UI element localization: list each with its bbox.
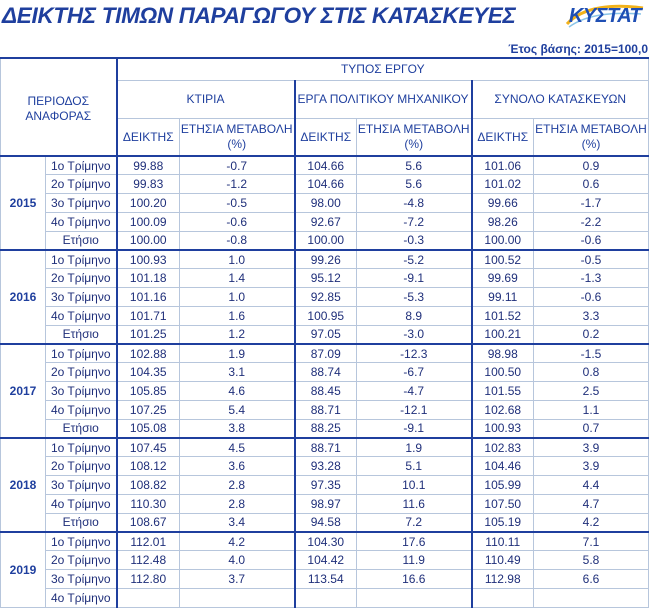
annual-change-value: -12.1 — [357, 400, 472, 419]
annual-change-value: 5.6 — [357, 156, 472, 175]
annual-change-value: 2.8 — [180, 476, 295, 495]
index-value: 104.30 — [295, 532, 357, 551]
index-value: 100.50 — [472, 363, 534, 382]
period-label: 4ο Τρίμηνο — [46, 306, 117, 325]
index-value: 101.71 — [117, 306, 180, 325]
index-value: 108.12 — [117, 457, 180, 476]
group-header-civil-engineering: ΕΡΓΑ ΠΟΛΙΤΙΚΟΥ ΜΗΧΑΝΙΚΟΥ — [295, 80, 472, 118]
index-value: 104.35 — [117, 363, 180, 382]
index-value: 101.18 — [117, 269, 180, 288]
period-label: Ετήσιο — [46, 325, 117, 344]
period-label: 4ο Τρίμηνο — [46, 212, 117, 231]
annual-change-value: -0.6 — [180, 212, 295, 231]
index-value: 105.08 — [117, 419, 180, 438]
annual-change-value: 0.9 — [534, 156, 649, 175]
index-value: 88.25 — [295, 419, 357, 438]
index-value: 101.16 — [117, 288, 180, 307]
table-row — [1, 363, 649, 382]
annual-change-value: -0.7 — [180, 156, 295, 175]
annual-change-value: 4.4 — [534, 476, 649, 495]
index-value: 100.93 — [117, 250, 180, 269]
annual-change-value: 4.2 — [180, 532, 295, 551]
period-label: 4ο Τρίμηνο — [46, 588, 117, 607]
annual-change-value: 5.4 — [180, 400, 295, 419]
year-label: 2016 — [1, 250, 46, 344]
period-label: 2ο Τρίμηνο — [46, 551, 117, 570]
table-row — [1, 250, 649, 269]
annual-change-value: 2.5 — [534, 382, 649, 401]
table-row — [1, 513, 649, 532]
cystat-logo — [563, 2, 647, 30]
col-header-index: ΔΕΙΚΤΗΣ — [117, 118, 180, 156]
index-value: 104.42 — [295, 551, 357, 570]
index-value: 110.30 — [117, 494, 180, 513]
period-label: 1ο Τρίμηνο — [46, 344, 117, 363]
table-row — [1, 212, 649, 231]
annual-change-value: -9.1 — [357, 419, 472, 438]
annual-change-value: 1.9 — [357, 438, 472, 457]
table-row — [1, 551, 649, 570]
table-row — [1, 400, 649, 419]
period-label: 1ο Τρίμηνο — [46, 156, 117, 175]
period-header: ΠΕΡΙΟΔΟΣ ΑΝΑΦΟΡΑΣ — [1, 58, 117, 156]
index-value: 98.00 — [295, 194, 357, 213]
index-value: 100.00 — [117, 231, 180, 250]
period-label: Ετήσιο — [46, 231, 117, 250]
annual-change-value: 4.5 — [180, 438, 295, 457]
annual-change-value: -1.2 — [180, 175, 295, 194]
index-value: 99.83 — [117, 175, 180, 194]
index-value: 88.71 — [295, 438, 357, 457]
year-label: 2017 — [1, 344, 46, 438]
col-header-annual-change: ΕΤΗΣΙΑ ΜΕΤΑΒΟΛΗ (%) — [180, 118, 295, 156]
index-value: 101.06 — [472, 156, 534, 175]
annual-change-value: 0.8 — [534, 363, 649, 382]
annual-change-value: 4.6 — [180, 382, 295, 401]
index-value: 100.00 — [295, 231, 357, 250]
annual-change-value: 1.2 — [180, 325, 295, 344]
index-value: 99.66 — [472, 194, 534, 213]
annual-change-value — [357, 588, 472, 607]
index-value: 105.99 — [472, 476, 534, 495]
annual-change-value: -7.2 — [357, 212, 472, 231]
index-value: 108.67 — [117, 513, 180, 532]
period-label: 1ο Τρίμηνο — [46, 438, 117, 457]
index-value: 101.02 — [472, 175, 534, 194]
annual-change-value: 7.2 — [357, 513, 472, 532]
annual-change-value: 6.6 — [534, 570, 649, 589]
index-value: 104.66 — [295, 156, 357, 175]
annual-change-value: -5.2 — [357, 250, 472, 269]
annual-change-value: 1.4 — [180, 269, 295, 288]
index-value: 113.54 — [295, 570, 357, 589]
table-row — [1, 231, 649, 250]
group-header-total-construction: ΣΥΝΟΛΟ ΚΑΤΑΣΚΕΥΩΝ — [472, 80, 649, 118]
index-value: 99.88 — [117, 156, 180, 175]
annual-change-value: 11.6 — [357, 494, 472, 513]
page-title: ΔΕΙΚΤΗΣ ΤΙΜΩΝ ΠΑΡΑΓΩΓΟΥ ΣΤΙΣ ΚΑΤΑΣΚΕΥΕΣ — [2, 3, 516, 28]
annual-change-value: 7.1 — [534, 532, 649, 551]
year-label: 2018 — [1, 438, 46, 532]
table-row — [1, 419, 649, 438]
year-label: 2019 — [1, 532, 46, 607]
annual-change-value: 16.6 — [357, 570, 472, 589]
annual-change-value: 2.8 — [180, 494, 295, 513]
table-row — [1, 494, 649, 513]
index-value: 100.00 — [472, 231, 534, 250]
period-label: 2ο Τρίμηνο — [46, 363, 117, 382]
annual-change-value: 3.9 — [534, 457, 649, 476]
index-value: 98.26 — [472, 212, 534, 231]
annual-change-value: 10.1 — [357, 476, 472, 495]
annual-change-value: 17.6 — [357, 532, 472, 551]
annual-change-value: 5.8 — [534, 551, 649, 570]
annual-change-value: -12.3 — [357, 344, 472, 363]
index-value: 107.25 — [117, 400, 180, 419]
index-value: 100.93 — [472, 419, 534, 438]
index-value: 100.95 — [295, 306, 357, 325]
table-row — [1, 438, 649, 457]
index-value: 110.49 — [472, 551, 534, 570]
index-value: 102.68 — [472, 400, 534, 419]
index-value: 97.05 — [295, 325, 357, 344]
annual-change-value: 3.8 — [180, 419, 295, 438]
period-label: 2ο Τρίμηνο — [46, 269, 117, 288]
col-header-index: ΔΕΙΚΤΗΣ — [295, 118, 357, 156]
index-value: 99.11 — [472, 288, 534, 307]
index-value: 87.09 — [295, 344, 357, 363]
annual-change-value: -9.1 — [357, 269, 472, 288]
col-header-index: ΔΕΙΚΤΗΣ — [472, 118, 534, 156]
annual-change-value: 4.0 — [180, 551, 295, 570]
annual-change-value: -2.2 — [534, 212, 649, 231]
index-value: 100.21 — [472, 325, 534, 344]
index-value: 101.25 — [117, 325, 180, 344]
col-header-annual-change: ΕΤΗΣΙΑ ΜΕΤΑΒΟΛΗ (%) — [534, 118, 649, 156]
index-value: 92.85 — [295, 288, 357, 307]
annual-change-value: 1.9 — [180, 344, 295, 363]
index-value: 99.26 — [295, 250, 357, 269]
annual-change-value — [534, 588, 649, 607]
logo-text: ΚΥΣΤΑΤ — [568, 5, 642, 27]
index-value: 104.46 — [472, 457, 534, 476]
group-header-buildings: ΚΤΙΡΙΑ — [117, 80, 295, 118]
annual-change-value: 3.3 — [534, 306, 649, 325]
annual-change-value: -4.7 — [357, 382, 472, 401]
table-row — [1, 570, 649, 589]
period-label: 1ο Τρίμηνο — [46, 250, 117, 269]
annual-change-value: -1.7 — [534, 194, 649, 213]
index-value: 112.01 — [117, 532, 180, 551]
annual-change-value: 3.6 — [180, 457, 295, 476]
period-label: Ετήσιο — [46, 513, 117, 532]
table-row — [1, 175, 649, 194]
table-row — [1, 532, 649, 551]
annual-change-value: 3.4 — [180, 513, 295, 532]
index-value: 100.52 — [472, 250, 534, 269]
index-value: 93.28 — [295, 457, 357, 476]
period-label: 2ο Τρίμηνο — [46, 457, 117, 476]
annual-change-value: -6.7 — [357, 363, 472, 382]
index-value: 99.69 — [472, 269, 534, 288]
annual-change-value: 1.0 — [180, 288, 295, 307]
annual-change-value: 8.9 — [357, 306, 472, 325]
table-row — [1, 156, 649, 175]
work-type-header: ΤΥΠΟΣ ΕΡΓΟΥ — [117, 58, 649, 80]
price-index-table — [0, 57, 649, 608]
period-label: Ετήσιο — [46, 419, 117, 438]
index-value: 88.74 — [295, 363, 357, 382]
annual-change-value: 3.1 — [180, 363, 295, 382]
index-value: 100.09 — [117, 212, 180, 231]
index-value: 107.50 — [472, 494, 534, 513]
table-row — [1, 306, 649, 325]
annual-change-value: 11.9 — [357, 551, 472, 570]
annual-change-value: -3.0 — [357, 325, 472, 344]
index-value: 110.11 — [472, 532, 534, 551]
period-label: 3ο Τρίμηνο — [46, 194, 117, 213]
period-label: 3ο Τρίμηνο — [46, 570, 117, 589]
annual-change-value: 1.1 — [534, 400, 649, 419]
index-value: 105.85 — [117, 382, 180, 401]
index-value: 101.52 — [472, 306, 534, 325]
index-value: 88.45 — [295, 382, 357, 401]
annual-change-value: 4.2 — [534, 513, 649, 532]
index-value: 107.45 — [117, 438, 180, 457]
index-value — [472, 588, 534, 607]
index-value: 101.55 — [472, 382, 534, 401]
table-row — [1, 344, 649, 363]
index-value: 95.12 — [295, 269, 357, 288]
index-value: 94.58 — [295, 513, 357, 532]
period-label: 3ο Τρίμηνο — [46, 288, 117, 307]
index-value: 98.98 — [472, 344, 534, 363]
table-row — [1, 269, 649, 288]
index-value — [295, 588, 357, 607]
annual-change-value: -5.3 — [357, 288, 472, 307]
period-label: 1ο Τρίμηνο — [46, 532, 117, 551]
annual-change-value: -4.8 — [357, 194, 472, 213]
annual-change-value: 1.0 — [180, 250, 295, 269]
annual-change-value: 5.6 — [357, 175, 472, 194]
annual-change-value: 5.1 — [357, 457, 472, 476]
table-row — [1, 194, 649, 213]
table-row — [1, 457, 649, 476]
table-row — [1, 288, 649, 307]
table-row — [1, 382, 649, 401]
annual-change-value: 0.6 — [534, 175, 649, 194]
annual-change-value: -1.5 — [534, 344, 649, 363]
index-value — [117, 588, 180, 607]
period-label: 3ο Τρίμηνο — [46, 476, 117, 495]
index-value: 98.97 — [295, 494, 357, 513]
annual-change-value: 3.7 — [180, 570, 295, 589]
year-label: 2015 — [1, 156, 46, 250]
index-value: 100.20 — [117, 194, 180, 213]
annual-change-value: -0.3 — [357, 231, 472, 250]
table-row — [1, 476, 649, 495]
annual-change-value: 3.9 — [534, 438, 649, 457]
annual-change-value: -0.5 — [180, 194, 295, 213]
index-value: 108.82 — [117, 476, 180, 495]
index-value: 112.80 — [117, 570, 180, 589]
index-value: 102.83 — [472, 438, 534, 457]
period-label: 4ο Τρίμηνο — [46, 494, 117, 513]
period-label: 4ο Τρίμηνο — [46, 400, 117, 419]
index-value: 92.67 — [295, 212, 357, 231]
col-header-annual-change: ΕΤΗΣΙΑ ΜΕΤΑΒΟΛΗ (%) — [357, 118, 472, 156]
annual-change-value: -0.8 — [180, 231, 295, 250]
annual-change-value: -0.5 — [534, 250, 649, 269]
period-label: 2ο Τρίμηνο — [46, 175, 117, 194]
annual-change-value: 0.7 — [534, 419, 649, 438]
annual-change-value — [180, 588, 295, 607]
index-value: 88.71 — [295, 400, 357, 419]
annual-change-value: 0.2 — [534, 325, 649, 344]
index-value: 104.66 — [295, 175, 357, 194]
index-value: 112.98 — [472, 570, 534, 589]
index-value: 97.35 — [295, 476, 357, 495]
index-value: 112.48 — [117, 551, 180, 570]
base-year-note: Έτος βάσης: 2015=100,0 — [508, 42, 648, 56]
index-value: 105.19 — [472, 513, 534, 532]
index-value: 102.88 — [117, 344, 180, 363]
annual-change-value: -0.6 — [534, 288, 649, 307]
annual-change-value: -0.6 — [534, 231, 649, 250]
annual-change-value: 1.6 — [180, 306, 295, 325]
annual-change-value: -1.3 — [534, 269, 649, 288]
table-row — [1, 588, 649, 607]
table-row — [1, 325, 649, 344]
period-label: 3ο Τρίμηνο — [46, 382, 117, 401]
annual-change-value: 4.7 — [534, 494, 649, 513]
